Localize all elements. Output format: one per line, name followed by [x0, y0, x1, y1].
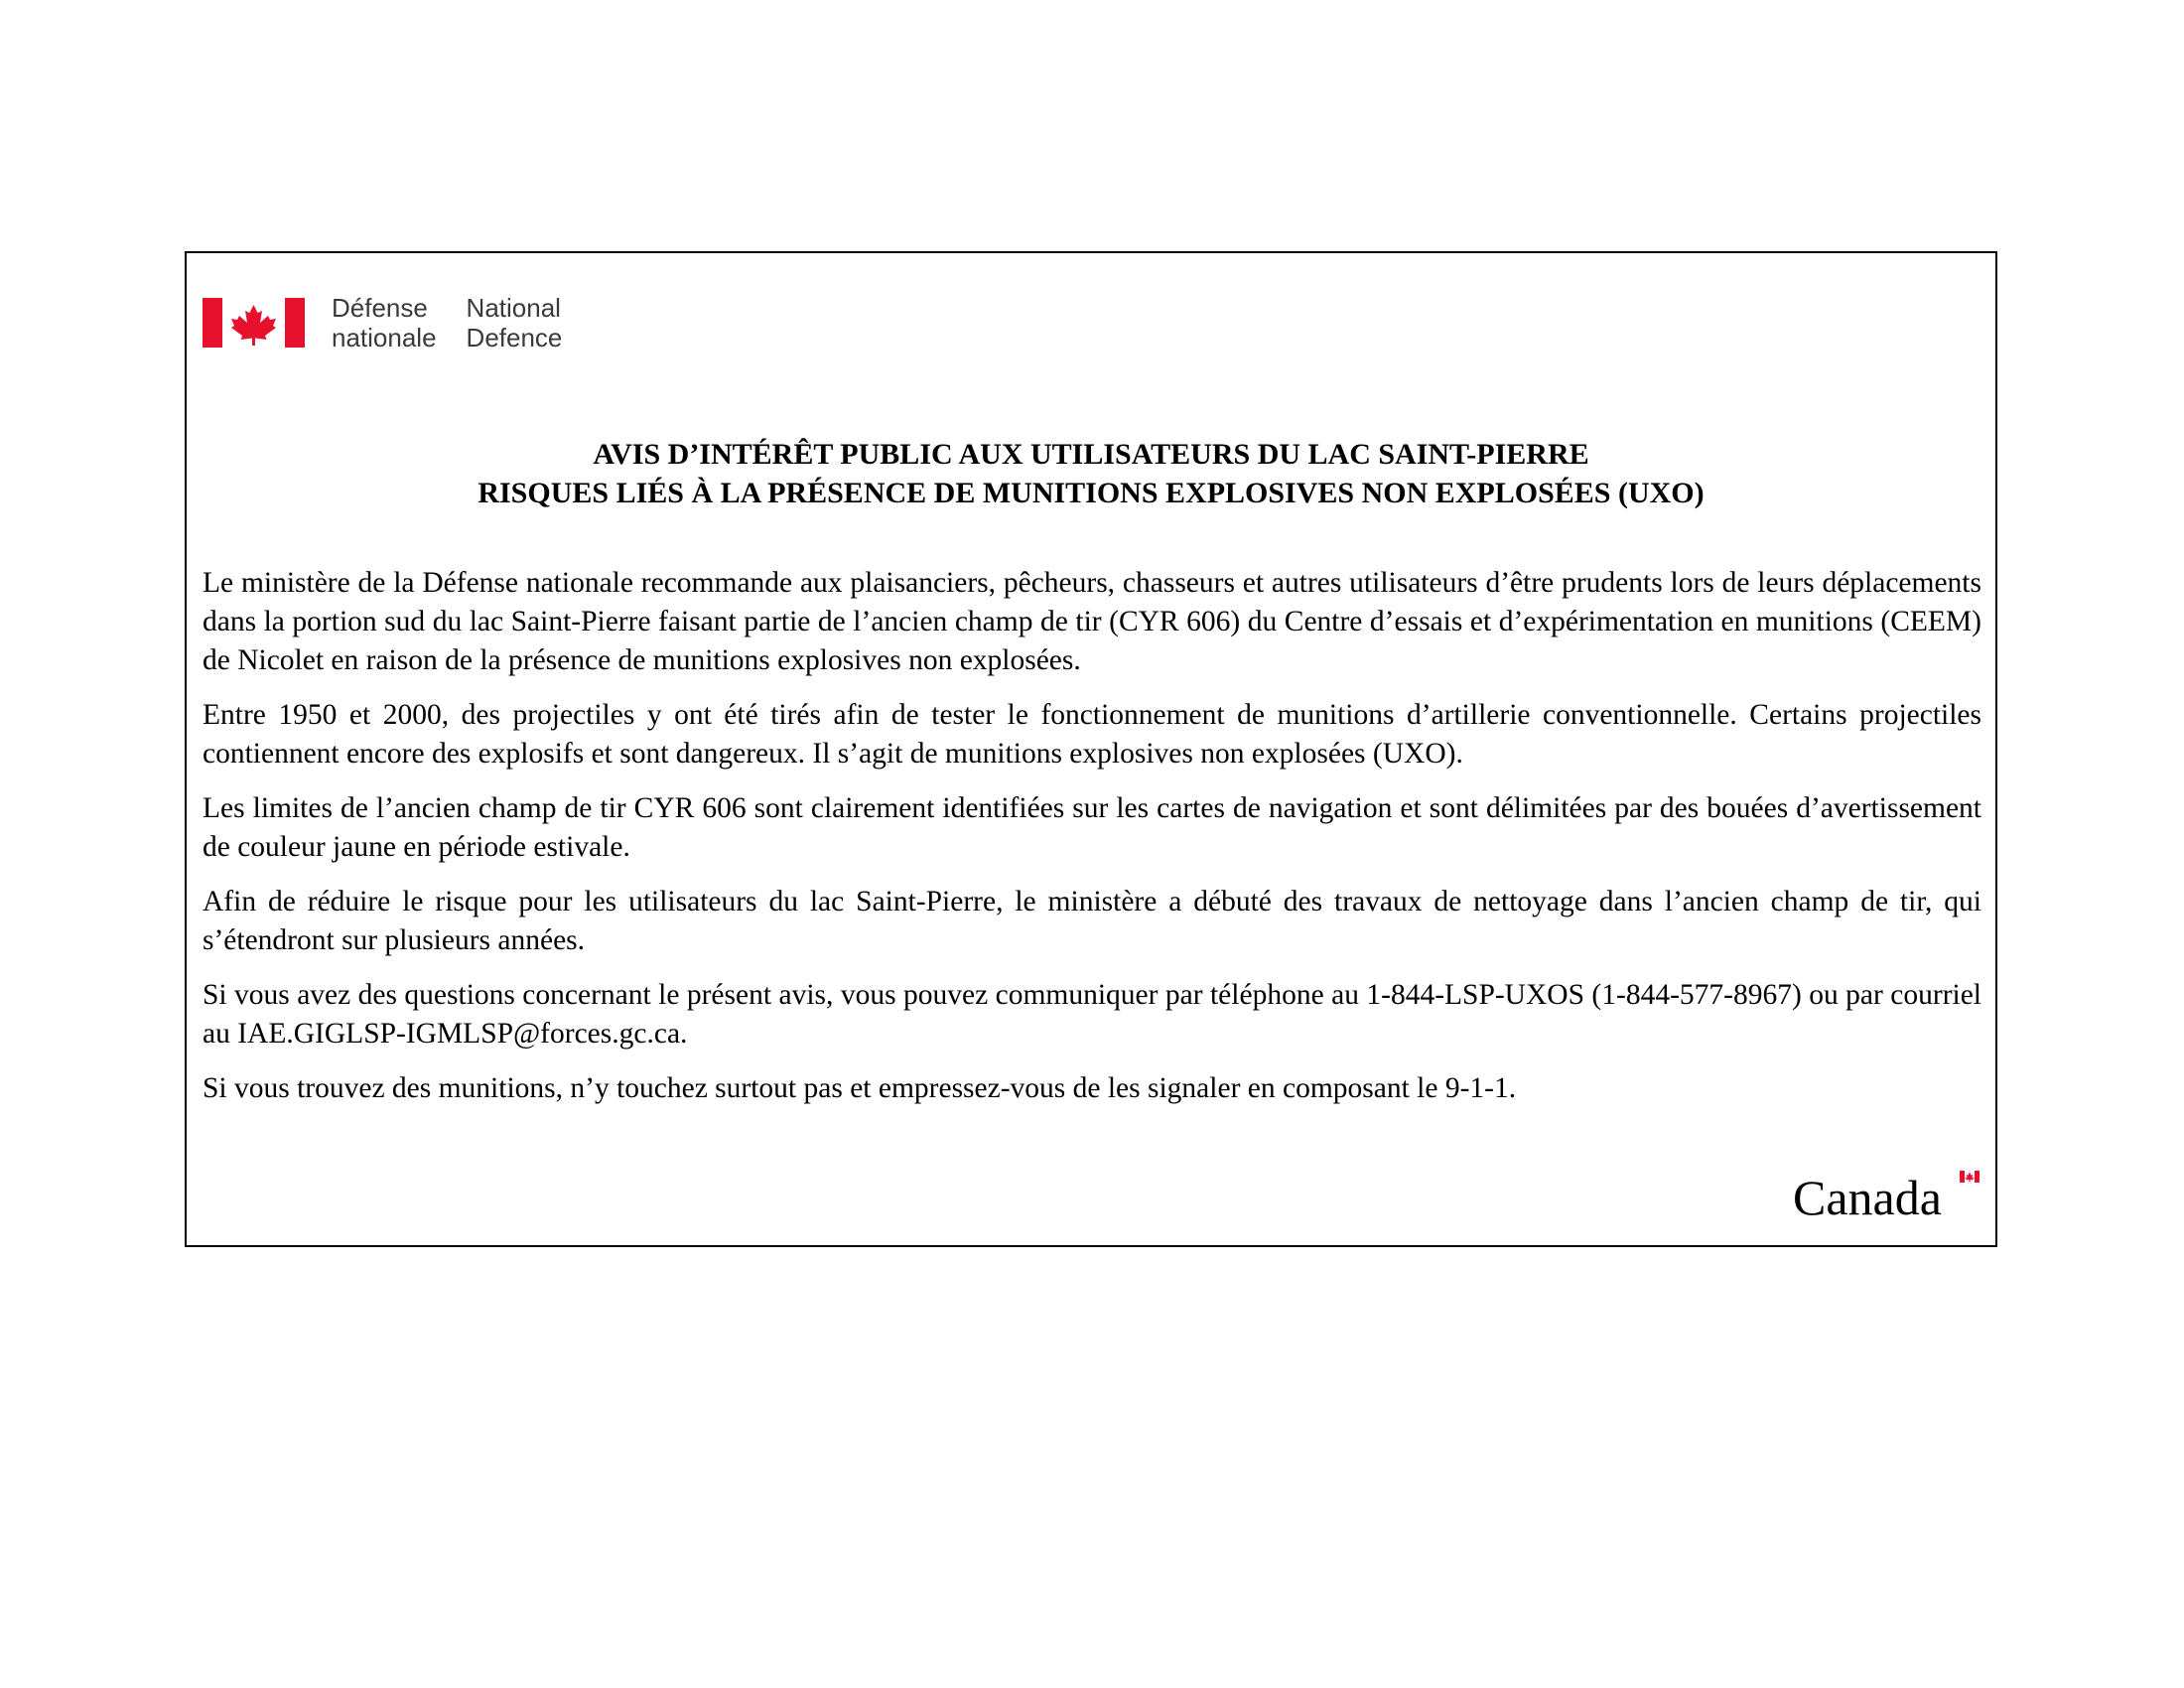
notice-paragraph: Afin de réduire le risque pour les utilisateurs du lac Saint-Pierre, le ministère a débuté des travaux de nettoyage dans l’ancien champ de tir, qui s’étendront sur plusieurs années.: [203, 886, 1981, 956]
signature-english-line1: National: [466, 293, 561, 323]
notice-paragraph: Si vous trouvez des munitions, n’y touchez surtout pas et empressez-vous de les signaler en composant le 9-1-1.: [203, 1072, 1517, 1104]
signature-english-line2: Defence: [466, 323, 563, 352]
mini-flag-icon: [1960, 1171, 1979, 1183]
canada-wordmark-text: Canada: [1793, 1170, 1942, 1220]
canada-wordmark: [1793, 1169, 1981, 1220]
canada-wordmark-graphic: [1793, 1169, 1981, 1220]
signature-english: [467, 293, 563, 352]
dnd-signature: [203, 293, 562, 352]
signature-french: [332, 293, 437, 352]
notice-paragraph: Le ministère de la Défense nationale recommande aux plaisanciers, pêcheurs, chasseurs et autres utilisateurs d’être prudents lors de leurs déplacements dans la portion sud du lac Saint-Pierre faisant partie de l’ancien champ de tir (CYR 606) du Centre d’essais et d’expérimentation en munitions (CEEM) de Nicolet en raison de la présence de munitions explosives non explosées.: [203, 567, 1981, 676]
notice-body: [203, 564, 1981, 1124]
public-notice: [185, 251, 1997, 1247]
notice-title: [187, 435, 1995, 512]
notice-title-line1: AVIS D’INTÉRÊT PUBLIC AUX UTILISATEURS DU LAC SAINT-PIERRE: [593, 438, 1589, 471]
notice-title-line2: RISQUES LIÉS À LA PRÉSENCE DE MUNITIONS EXPLOSIVES NON EXPLOSÉES (UXO): [478, 477, 1705, 509]
notice-paragraph: Les limites de l’ancien champ de tir CYR 606 sont clairement identifiées sur les cartes de navigation et sont délimitées par des bouées d’avertissement de couleur jaune en période estivale.: [203, 792, 1981, 863]
signature-french-line2: nationale: [332, 323, 437, 352]
notice-paragraph: Si vous avez des questions concernant le présent avis, vous pouvez communiquer par téléphone au 1-844-LSP-UXOS (1-844-577-8967) ou par courriel au IAE.GIGLSP-IGMLSP@forces.gc.ca.: [203, 979, 1981, 1050]
signature-french-line1: Défense: [332, 293, 428, 323]
canadian-flag-icon: [203, 298, 305, 348]
notice-paragraph: Entre 1950 et 2000, des projectiles y ont été tirés afin de tester le fonctionnement de munitions d’artillerie conventionnelle. Certains projectiles contiennent encore des explosifs et sont dangereux. Il s’agit de munitions explosives non explosées (UXO).: [203, 699, 1981, 770]
